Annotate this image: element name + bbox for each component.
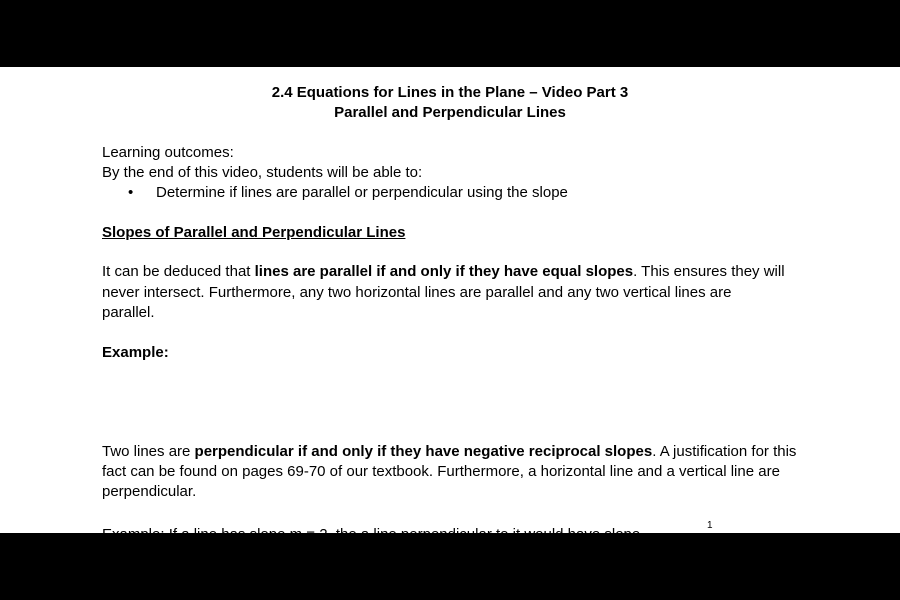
perpendicular-paragraph-line-1 bbox=[102, 442, 802, 462]
perpendicular-paragraph-line-3: perpendicular. bbox=[102, 483, 197, 500]
document-subtitle: Parallel and Perpendicular Lines bbox=[334, 104, 566, 121]
parallel-text-pre: It can be deduced that bbox=[102, 263, 255, 280]
perpendicular-text-bold: perpendicular if and only if they have negative reciprocal slopes bbox=[194, 443, 653, 460]
perpendicular-text-pre: Two lines are bbox=[102, 443, 195, 460]
section-heading: Slopes of Parallel and Perpendicular Lines bbox=[102, 224, 406, 241]
parallel-paragraph-line-2: never intersect. Furthermore, any two horizontal lines are parallel and any two vertical lines are bbox=[102, 284, 732, 301]
parallel-text-bold: lines are parallel if and only if they have equal slopes bbox=[254, 263, 634, 280]
parallel-paragraph-line-3: parallel. bbox=[102, 304, 155, 321]
learning-outcomes-intro: By the end of this video, students will be able to: bbox=[102, 164, 423, 181]
example-label: Example: bbox=[102, 344, 169, 361]
letterbox-top bbox=[0, 0, 900, 67]
parallel-text-post: . This ensures they will bbox=[633, 263, 785, 280]
parallel-paragraph-line-1 bbox=[102, 262, 802, 282]
letterbox-bottom bbox=[0, 533, 900, 600]
learning-outcomes-label: Learning outcomes: bbox=[102, 144, 234, 161]
document-page bbox=[0, 67, 900, 533]
outcome-text: Determine if lines are parallel or perpendicular using the slope bbox=[156, 184, 568, 201]
footnote-marker: 1 bbox=[707, 520, 713, 531]
perpendicular-text-post: . A justification for this bbox=[652, 443, 797, 460]
outcome-bullet-item bbox=[128, 183, 568, 203]
document-title: 2.4 Equations for Lines in the Plane – Video Part 3 bbox=[271, 84, 629, 101]
bullet-icon: • bbox=[128, 184, 134, 201]
perpendicular-paragraph-line-2: fact can be found on pages 69-70 of our textbook. Furthermore, a horizontal line and a vertical line are bbox=[102, 463, 780, 480]
